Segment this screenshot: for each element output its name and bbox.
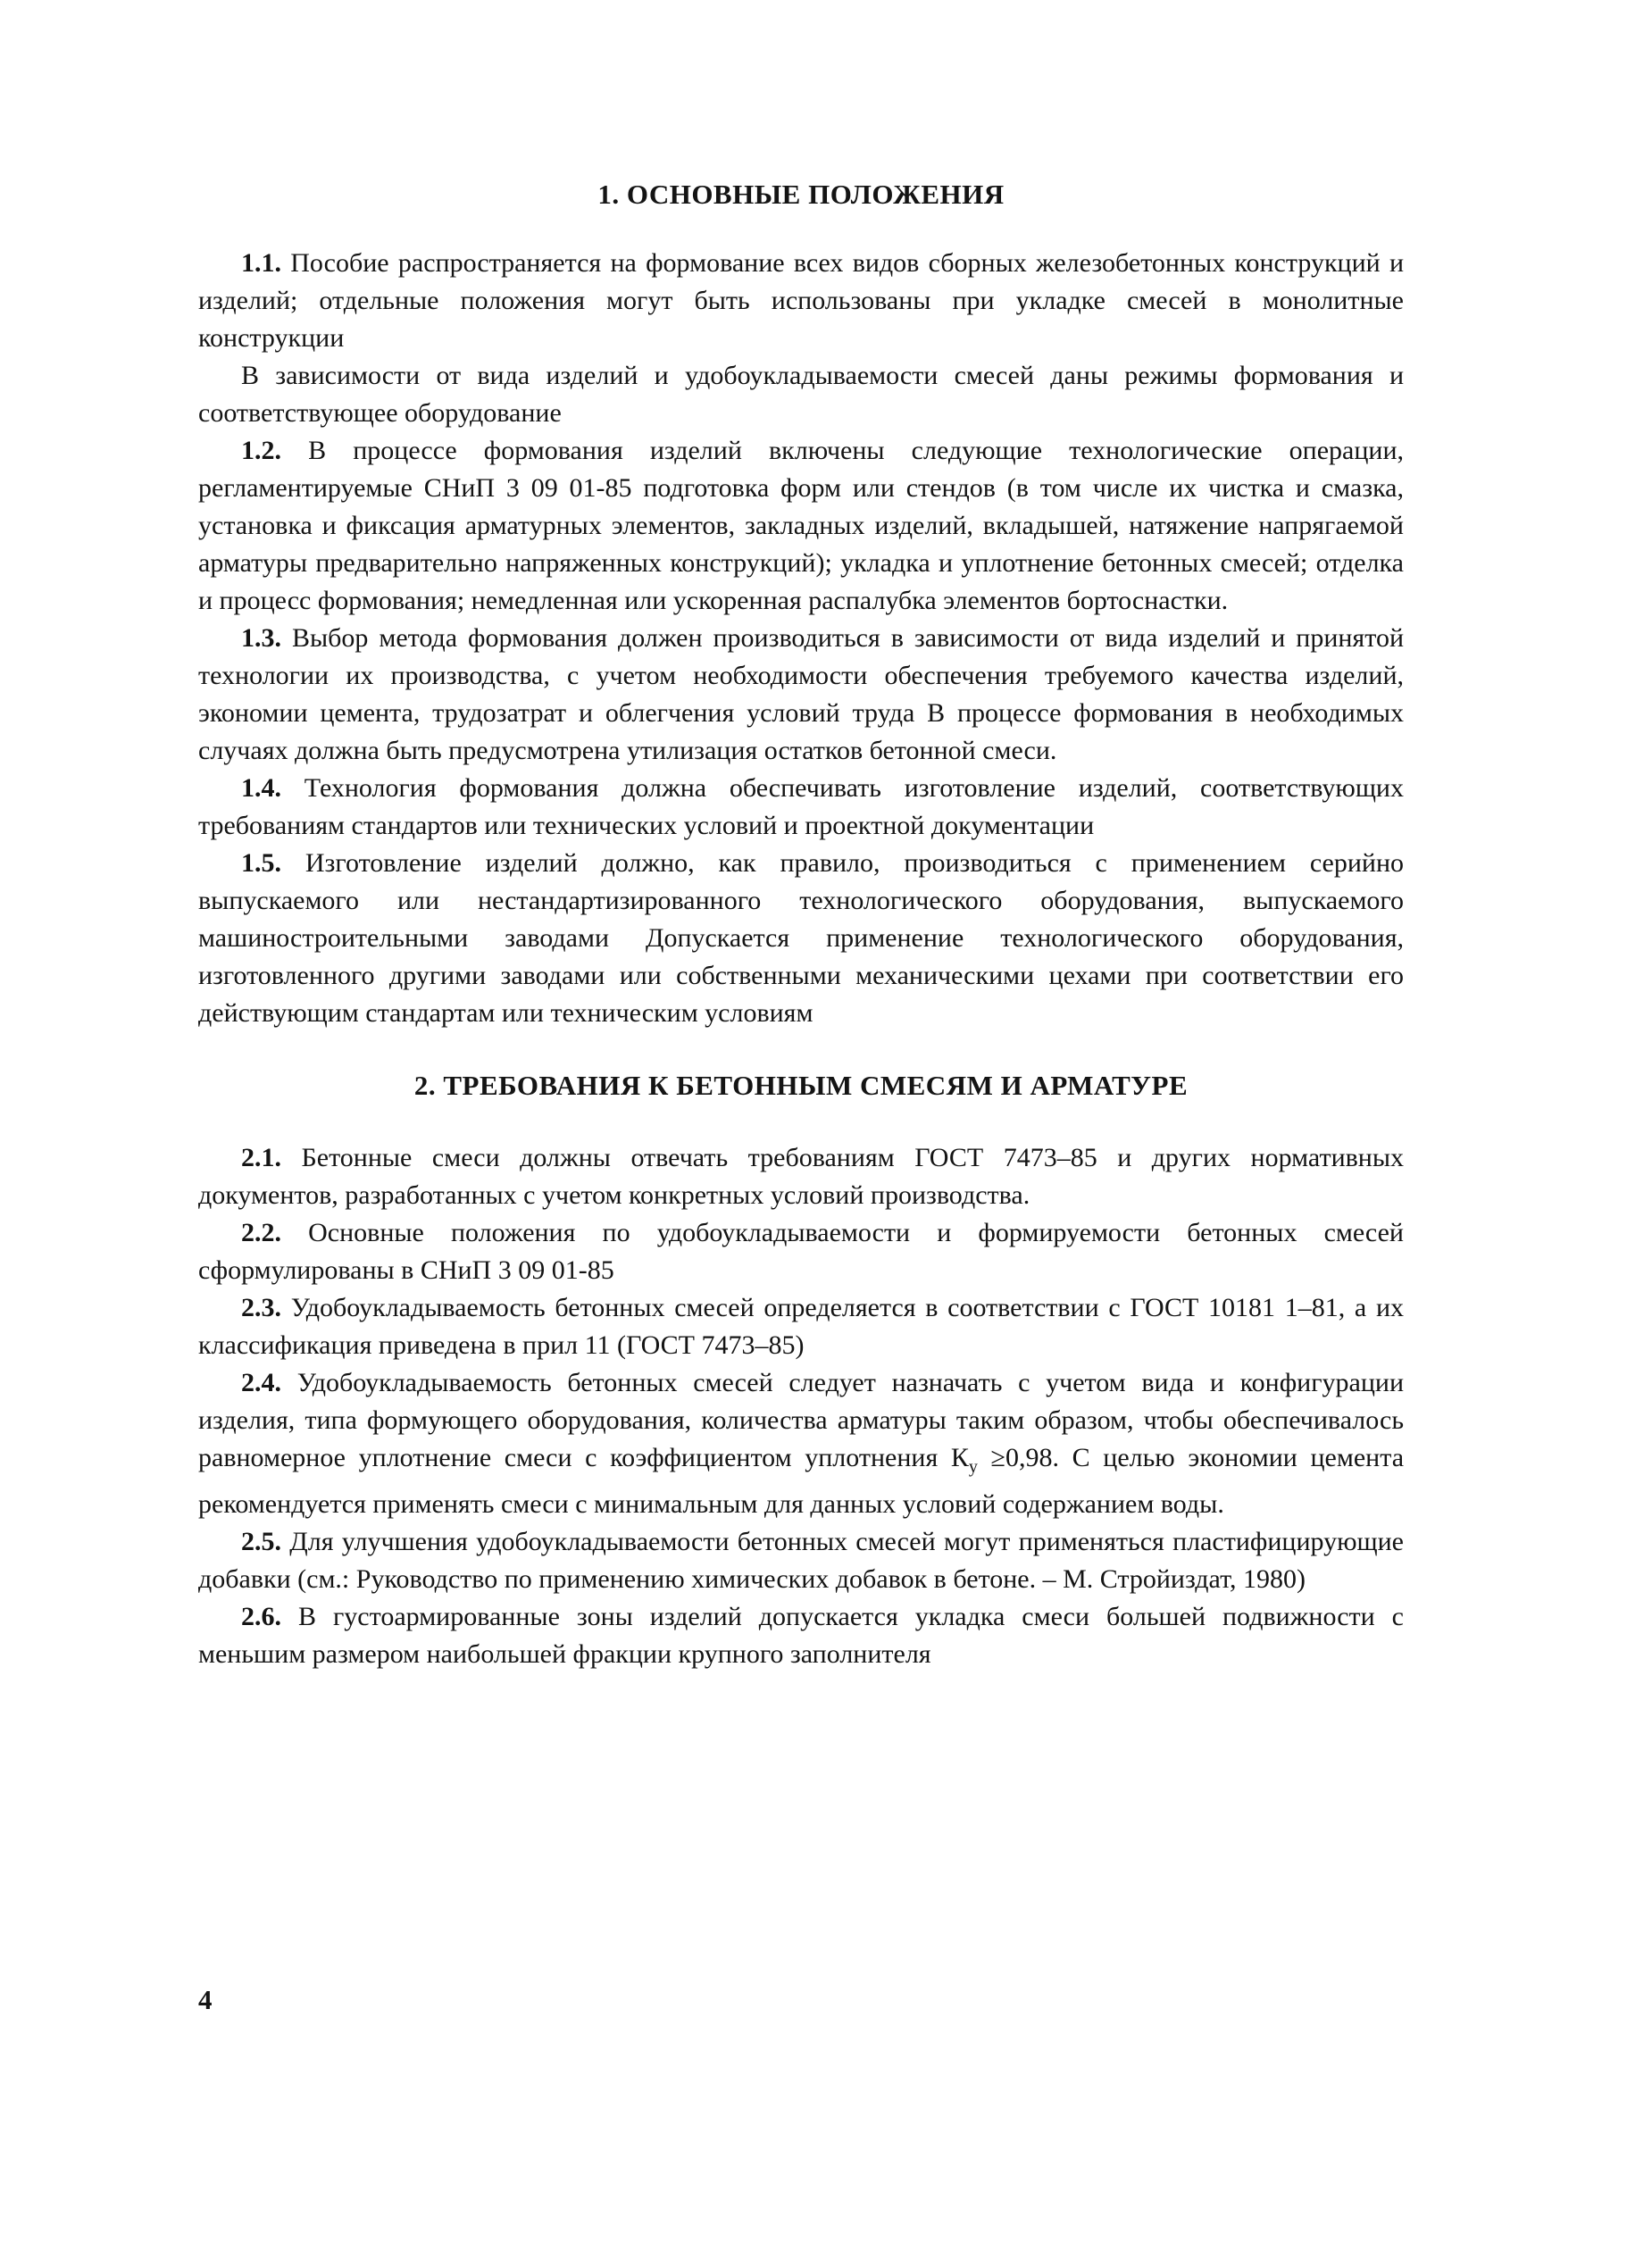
page-content bbox=[198, 179, 1404, 1673]
paragraph-number: 1.1. bbox=[241, 248, 281, 278]
section-heading: 2. ТРЕБОВАНИЯ К БЕТОННЫМ СМЕСЯМ И АРМАТУРЕ bbox=[413, 1070, 1189, 1101]
paragraph-text: ≥0,98. С целью экономии цемента рекомендуется применять смеси с минимальным для данных условий содержанием воды. bbox=[198, 1443, 1405, 1519]
paragraph-text: В зависимости от вида изделий и удобоукладываемости смесей даны режимы формования и соответствующее оборудование bbox=[198, 361, 1404, 428]
paragraph-text: Пособие распространяется на формование всех видов сборных железобетонных конструкций и изделий; отдельные положения могут быть использованы при укладке смесей в монолитные конструкции bbox=[198, 248, 1404, 353]
paragraph-1-2 bbox=[198, 432, 1404, 620]
paragraph-number: 1.4. bbox=[241, 773, 281, 803]
paragraph-number: 2.1. bbox=[241, 1143, 281, 1172]
paragraph-2-5 bbox=[198, 1523, 1404, 1598]
paragraph-number: 2.3. bbox=[241, 1293, 281, 1322]
paragraph-1-4 bbox=[198, 770, 1404, 845]
paragraph-text: Удобоукладываемость бетонных смесей определяется в соответствии с ГОСТ 10181 1–81, а их классификация приведена в прил 11 (ГОСТ 7473–85) bbox=[198, 1293, 1404, 1360]
paragraph-number: 1.3. bbox=[241, 623, 281, 653]
paragraph-number: 2.4. bbox=[241, 1368, 281, 1397]
paragraph-text: В густоармированные зоны изделий допускается укладка смеси большей подвижности с меньшим размером наибольшей фракции крупного заполнителя bbox=[198, 1602, 1404, 1669]
paragraph-2-3 bbox=[198, 1289, 1404, 1364]
paragraph-text: Удобоукладываемость бетонных смесей следует назначать с учетом вида и конфигурации изделия, типа формующего оборудования, количества арматуры таким образом, чтобы обеспечивалось равномерное уплотнение смеси с коэффициентом уплотнения К bbox=[198, 1368, 1405, 1472]
paragraph-number: 1.5. bbox=[241, 848, 281, 878]
subscript: у bbox=[968, 1457, 978, 1477]
paragraph-text: Изготовление изделий должно, как правило, производиться с применением серийно выпускаемого или нестандартизированного технологического оборудования, выпускаемого машиностроительными заводами Допускается применение технологического оборудования, изготовленного другими заводами или собственными механическими цехами при соответствии его действующим стандартам или техническим условиям bbox=[198, 848, 1404, 1028]
paragraph-1-3 bbox=[198, 620, 1404, 770]
paragraph-2-1 bbox=[198, 1139, 1404, 1214]
paragraph-text: Технология формования должна обеспечивать изготовление изделий, соответствующих требованиям стандартов или технических условий и проектной документации bbox=[198, 773, 1404, 840]
paragraph-number: 2.5. bbox=[241, 1527, 281, 1556]
paragraph-text: Основные положения по удобоукладываемости и формируемости бетонных смесей сформулированы в СНиП 3 09 01-85 bbox=[198, 1218, 1404, 1285]
paragraph-text: Для улучшения удобоукладываемости бетонных смесей могут применяться пластифицирующие добавки (см.: Руководство по применению химических добавок в бетоне. – М. Стройиздат, 1980) bbox=[198, 1527, 1404, 1594]
paragraph-1-1 bbox=[198, 245, 1404, 357]
paragraph-number: 1.2. bbox=[241, 436, 281, 465]
paragraph-number: 2.2. bbox=[241, 1218, 281, 1247]
paragraph-2-2 bbox=[198, 1214, 1404, 1289]
paragraph-number: 2.6. bbox=[241, 1602, 281, 1631]
paragraph-2-6 bbox=[198, 1598, 1404, 1673]
section-heading: 1. ОСНОВНЫЕ ПОЛОЖЕНИЯ bbox=[597, 179, 1005, 210]
paragraph-1-5 bbox=[198, 845, 1404, 1032]
paragraph-text: Бетонные смеси должны отвечать требованиям ГОСТ 7473–85 и других нормативных документов, разработанных с учетом конкретных условий производства. bbox=[198, 1143, 1405, 1210]
paragraph-text: Выбор метода формования должен производиться в зависимости от вида изделий и принятой технологии их производства, с учетом необходимости обеспечения требуемого качества изделий, экономии цемента, трудозатрат и облегчения условий труда В процессе формования в необходимых случаях должна быть предусмотрена утилизация остатков бетонной смеси. bbox=[198, 623, 1404, 765]
paragraph-text: В процессе формования изделий включены следующие технологические операции, регламентируемые СНиП 3 09 01-85 подготовка форм или стендов (в том числе их чистка и смазка, установка и фиксация арматурных элементов, закладных изделий, вкладышей, натяжение напрягаемой арматуры предварительно напряженных конструкций); укладка и уплотнение бетонных смесей; отделка и процесс формования; немедленная или ускоренная распалубка элементов бортоснастки. bbox=[198, 436, 1404, 615]
page-number: 4 bbox=[198, 1984, 213, 2015]
paragraph-1-1-continued bbox=[198, 357, 1404, 432]
paragraph-2-4 bbox=[198, 1364, 1404, 1523]
